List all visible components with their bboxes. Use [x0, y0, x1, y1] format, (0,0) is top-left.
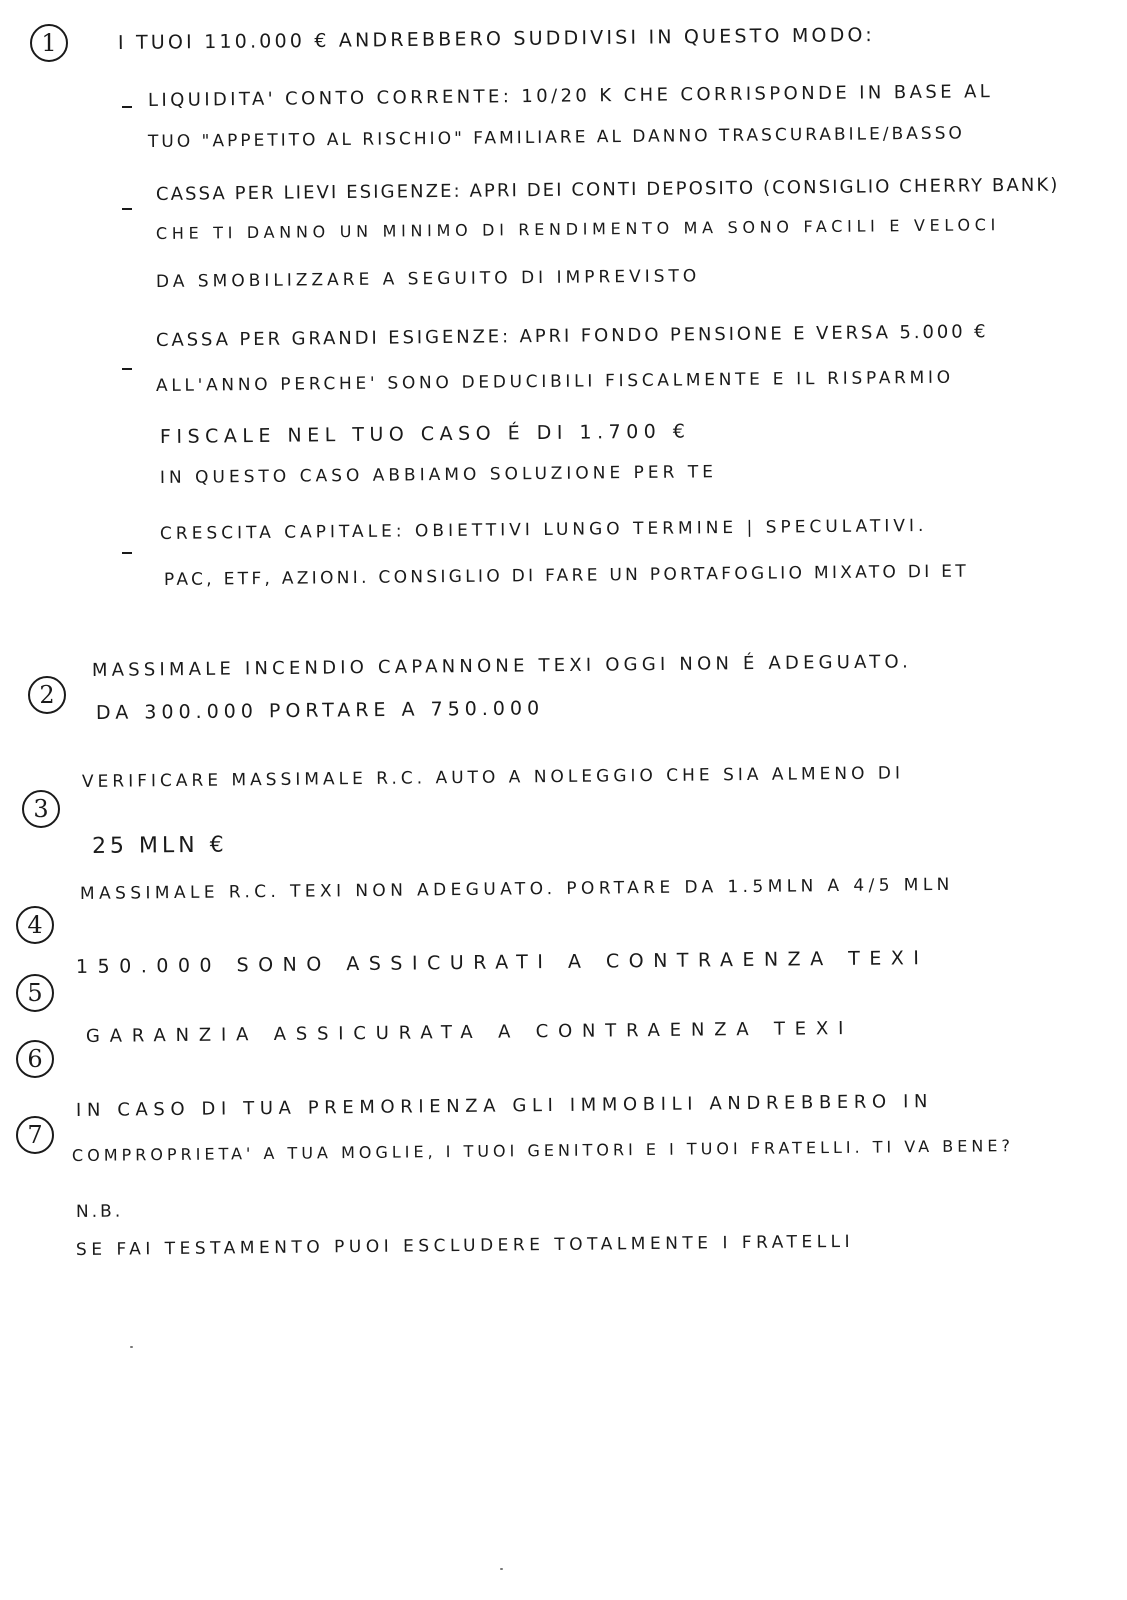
item-1-line-grandi: CASSA PER GRANDI ESIGENZE: APRI FONDO PENSIONE E VERSA 5.000 €	[155, 321, 989, 351]
item-1-line-rendimento: CHE TI DANNO UN MINIMO DI RENDIMENTO MA SONO FACILI E VELOCI	[155, 215, 1001, 243]
item-7-line-premorienza: IN CASO DI TUA PREMORIENZA GLI IMMOBILI ANDREBBERO IN	[75, 1091, 934, 1121]
item-1-line-appetito: TUO "APPETITO AL RISCHIO" FAMILIARE AL DANNO TRASCURABILE/BASSO	[147, 123, 965, 152]
item-7-line-testamento: SE FAI TESTAMENTO PUOI ESCLUDERE TOTALMENTE I FRATELLI	[75, 1231, 855, 1260]
item-number-3: 3	[22, 790, 60, 828]
item-number-7: 7	[16, 1116, 54, 1154]
item-4-line-massimale: MASSIMALE R.C. TEXI NON ADEGUATO. PORTARE DA 1.5MLN A 4/5 MLN	[79, 874, 954, 904]
item-1-intro: I TUOI 110.000 € ANDREBBERO SUDDIVISI IN QUESTO MODO:	[117, 24, 876, 54]
item-number-5: 5	[16, 974, 54, 1012]
bullet-dash	[122, 368, 132, 370]
item-1-line-liquidita: LIQUIDITA' CONTO CORRENTE: 10/20 K CHE CORRISPONDE IN BASE AL	[147, 81, 994, 111]
bullet-dash	[122, 208, 132, 210]
item-3-line-verificare: VERIFICARE MASSIMALE R.C. AUTO A NOLEGGIO CHE SIA ALMENO DI	[81, 763, 905, 792]
item-1-line-pac: PAC, ETF, AZIONI. CONSIGLIO DI FARE UN PORTAFOGLIO MIXATO DI ET	[163, 561, 970, 590]
item-number-4: 4	[16, 906, 54, 944]
item-7-line-comproprieta: COMPROPRIETA' A TUA MOGLIE, I TUOI GENITORI E I TUOI FRATELLI. TI VA BENE?	[71, 1136, 1015, 1165]
item-5-line-assicurati: 150.000 SONO ASSICURATI A CONTRAENZA TEXI	[75, 947, 929, 978]
item-1-line-lievi: CASSA PER LIEVI ESIGENZE: APRI DEI CONTI DEPOSITO (CONSIGLIO CHERRY BANK)	[155, 174, 1060, 205]
scan-speck	[130, 1346, 133, 1348]
item-1-line-soluzione: IN QUESTO CASO ABBIAMO SOLUZIONE PER TE	[159, 462, 718, 488]
item-number-2: 2	[28, 676, 66, 714]
item-2-line-incendio: MASSIMALE INCENDIO CAPANNONE TEXI OGGI NON É ADEGUATO.	[91, 651, 913, 681]
item-3-line-25mln: 25 MLN €	[91, 832, 228, 859]
item-1-line-fiscale: FISCALE NEL TUO CASO É DI 1.700 €	[159, 420, 691, 448]
item-7-line-nb: N.B.	[75, 1201, 124, 1222]
item-number-6: 6	[16, 1040, 54, 1078]
item-6-line-garanzia: GARANZIA ASSICURATA A CONTRAENZA TEXI	[85, 1017, 854, 1047]
item-1-line-anno: ALL'ANNO PERCHE' SONO DEDUCIBILI FISCALMENTE E IL RISPARMIO	[155, 367, 954, 396]
item-1-line-crescita: CRESCITA CAPITALE: OBIETTIVI LUNGO TERMINE | SPECULATIVI.	[159, 515, 928, 544]
item-number-1: 1	[30, 24, 68, 62]
scan-speck	[500, 1568, 503, 1570]
item-1-line-smobilizzare: DA SMOBILIZZARE A SEGUITO DI IMPREVISTO	[155, 266, 701, 292]
item-2-line-portare: DA 300.000 PORTARE A 750.000	[95, 697, 545, 724]
bullet-dash	[122, 552, 132, 554]
bullet-dash	[122, 106, 132, 108]
